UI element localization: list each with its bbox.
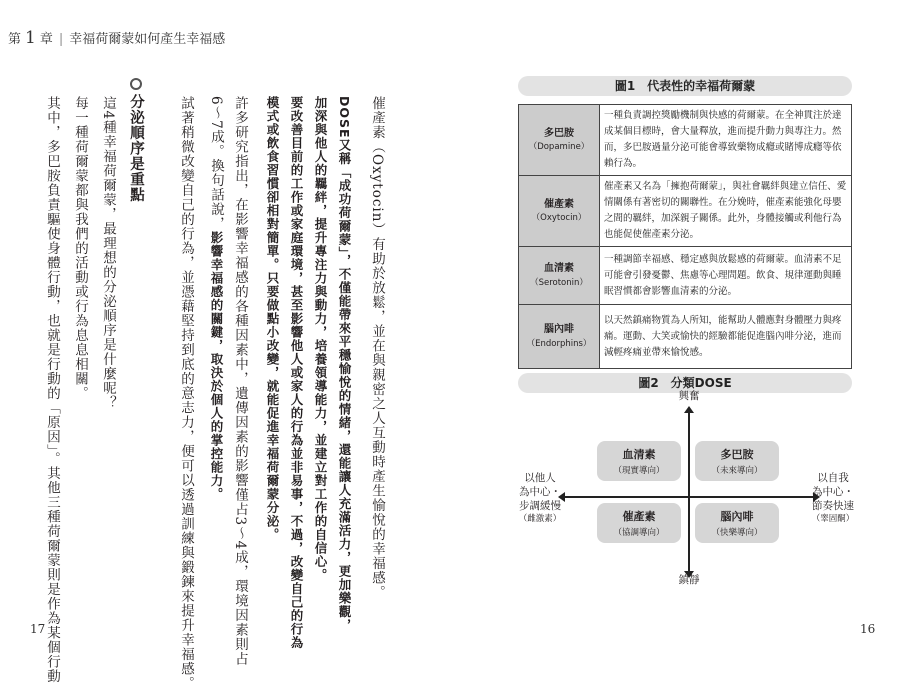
para2-line-2 [209,96,223,501]
left-label-line-3: 步調緩慢 [519,500,561,513]
right-label-sub: （睾固酮） [811,513,855,524]
quadrant-endorphins [695,503,779,543]
chapter-number: 1 [25,28,36,48]
hormone-english-name: （Serotonin） [530,277,588,288]
hormone-name-cell [519,247,600,305]
figure2-title: 圖2 分類DOSE [518,373,852,393]
page-number-left: 17 [30,622,46,636]
para4-line-1: 這4種幸福荷爾蒙，最理想的分泌順序是什麼呢？ [100,96,116,411]
right-page [450,0,900,661]
quadrant-name: 血清素 [622,448,656,461]
para3-line: 試著稍微改變自己的行為，並憑藉堅持到底的意志力，便可以透過訓練與鍛鍊來提升幸福感。 [178,96,194,691]
vertical-axis [688,412,690,572]
quadrant-serotonin [597,441,681,481]
left-label-line-1: 以他人 [524,472,556,484]
hormone-name-cell [519,105,600,176]
para2-line-1: 許多研究指出，在影響幸福感的各種因素中，遺傳因素的影響僅占3～4成，環境因素則占 [232,96,248,667]
hormone-name: 催產素 [544,198,574,210]
bold-line-3: 要改善目前的工作或家庭環境，甚至影響他人或家人的行為並非易事，不過，改變自己的行為 [289,96,304,650]
chapter-suffix: 章 [39,32,53,47]
quadrant-name: 腦內啡 [720,510,754,523]
table-row [519,247,852,305]
hormone-description: 一種調節幸福感、穩定感與放鬆感的荷爾蒙。血清素不足可能會引發憂鬱、焦慮等心理問題。飲食、規律運動與睡眠習慣都會影響血清素的分泌。 [600,247,852,305]
bold-line-2: 加深與他人的羈絆，提升專注力與動力，培養領導能力，並建立對工作的自信心。 [313,96,328,582]
bold-line-4: 模式或飲食習慣卻相對簡單。只要做點小改變，就能促進幸福荷爾蒙分泌。 [265,96,280,542]
chapter-title: 幸福荷爾蒙如何產生幸福感 [69,32,226,47]
table-row [519,105,852,176]
hormone-description: 催產素又名為「擁抱荷爾蒙」，與社會羈絆與建立信任、愛情關係有著密切的關聯性。在分娩時，催產素能強化母嬰之間的羈絆，加深親子關係。此外，身體接觸或利他行為也能促使催產素分泌。 [600,176,852,247]
hormone-name-cell [519,176,600,247]
header-divider: | [58,32,64,47]
hormone-english-name: （Dopamine） [528,142,590,153]
para2-line-2-text: 6～7成。換句話說， [208,96,224,232]
quadrant-name: 催產素 [622,510,656,523]
hormone-table [518,104,852,369]
hormone-name: 多巴胺 [544,127,574,139]
axis-label-left [510,471,570,525]
right-label-line-1: 以自我 [817,472,849,484]
axis-label-right [803,471,863,525]
quadrant-subtitle: （協調導向） [613,528,665,538]
hormone-name: 腦內啡 [544,324,574,336]
para4-line-3: 其中，多巴胺負責驅使身體行動，也就是行動的「原因」。其他三種荷爾蒙則是作為某個行動 [44,96,60,684]
hormone-description: 一種負責調控獎勵機制與快感的荷爾蒙。在全神貫注於達成某個目標時，會大量釋放，進而提升動力與專注力。然而，多巴胺過量分泌可能會導致藥物成癮或賭博成癮等依賴行為。 [600,105,852,176]
table-row [519,176,852,247]
left-label-line-2: 為中心・ [519,486,561,499]
dose-quadrant-diagram [518,390,855,586]
right-label-line-3: 節奏快速 [812,500,854,513]
running-header [8,28,225,48]
quadrant-subtitle: （快樂導向） [711,528,763,538]
axis-label-bottom: 鎮靜 [678,574,700,586]
table-row [519,305,852,369]
quadrant-name: 多巴胺 [720,448,754,461]
hormone-description: 以天然鎮痛物質為人所知，能幫助人體應對身體壓力與疼痛。運動、大笑或愉快的經驗都能促進腦內啡分泌，進而減輕疼痛並帶來愉悅感。 [600,305,852,369]
figure1-title: 圖1 代表性的幸福荷爾蒙 [518,76,852,96]
quadrant-subtitle: （未來導向） [711,466,763,476]
bold-line-1: DOSE又稱「成功荷爾蒙」，不僅能帶來平穩愉悅的情緒，還能讓人充滿活力，更加樂觀， [337,96,352,632]
section-heading-text: 分泌順序是重點 [128,94,144,203]
right-label-line-2: 為中心・ [812,486,854,499]
quadrant-subtitle: （現實導向） [613,466,665,476]
section-heading [126,78,147,203]
page-number-right: 16 [860,622,876,636]
quadrant-dopamine [695,441,779,481]
hormone-english-name: （Endorphins） [526,338,592,349]
quadrant-oxytocin [597,503,681,543]
hormone-english-name: （Oxytocin） [531,213,587,224]
hormone-name: 血清素 [544,263,574,275]
arrow-up-icon [684,406,694,413]
axis-label-top: 興奮 [678,390,700,402]
circle-bullet-icon [130,78,142,90]
para4-line-2: 每一種荷爾蒙都與我們的活動或行為息息相關。 [72,96,88,401]
left-label-sub: （雌激素） [518,513,562,524]
hormone-name-cell [519,305,600,369]
text-column-1: 催產素（Oxytocin）有助於放鬆，並在與親密之人互動時產生愉悅的幸福感。 [369,96,385,600]
chapter-prefix: 第 [8,32,22,47]
para2-bold-text: 影響幸福感的關鍵，取決於個人的掌控能力。 [209,231,224,502]
